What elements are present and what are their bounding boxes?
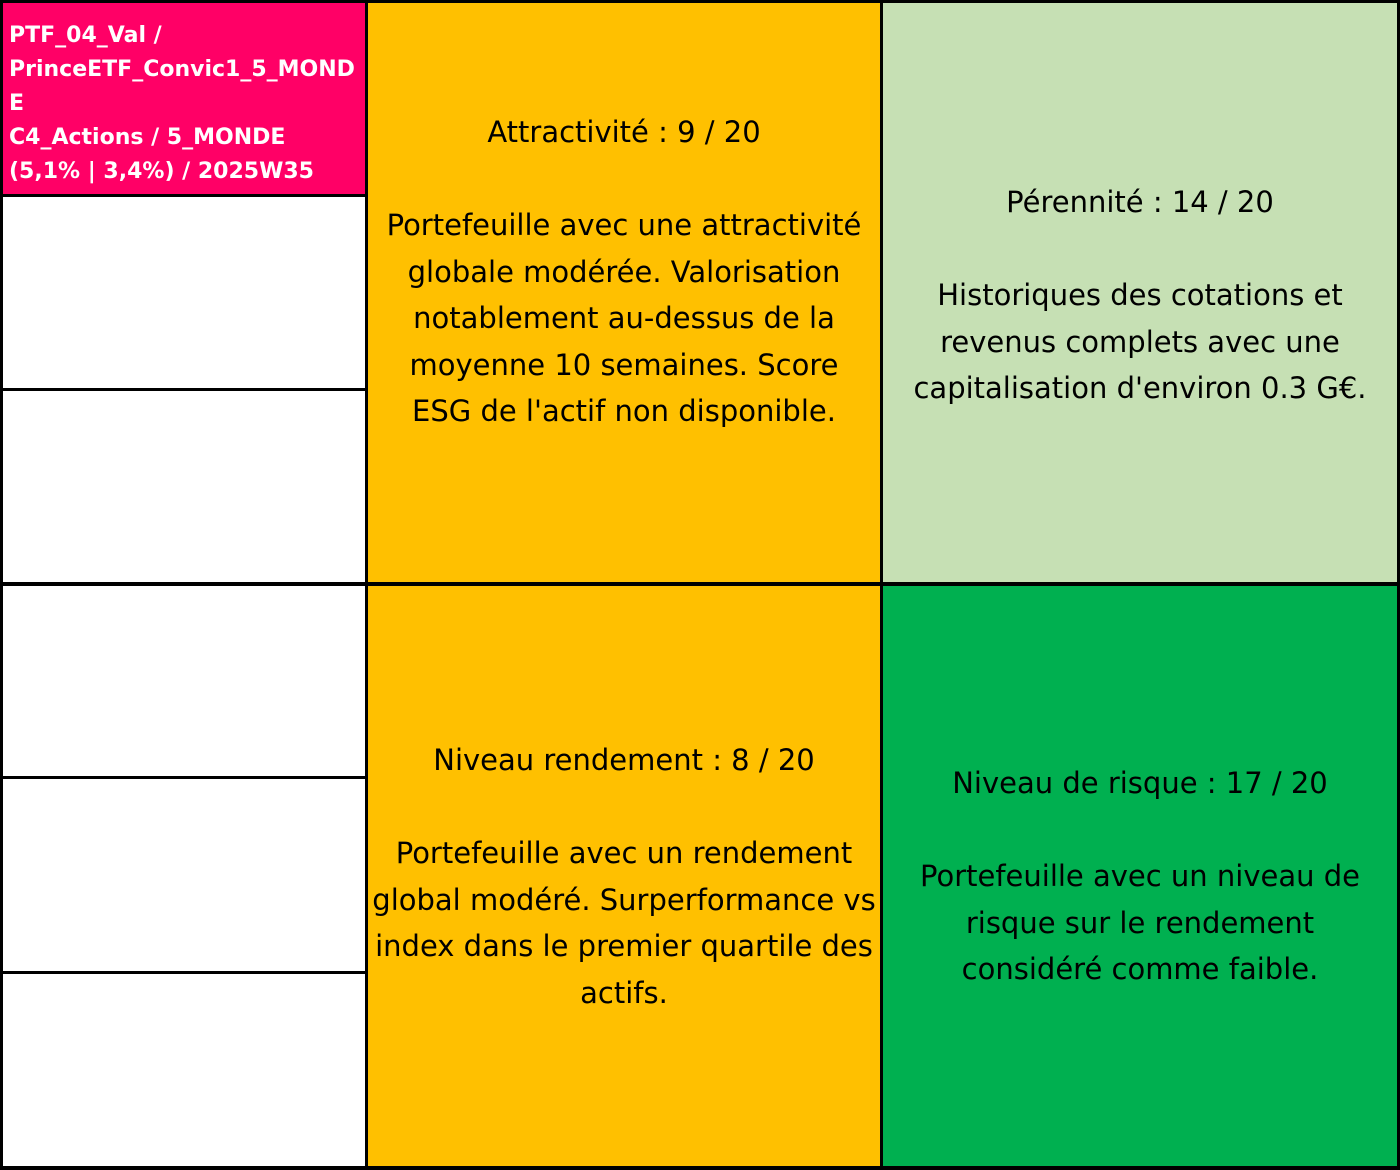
- risque-cell: [883, 586, 1397, 1166]
- rendement-score-title: Niveau rendement : 8 / 20: [433, 743, 815, 777]
- portfolio-name-line-1: PTF_04_Val /: [9, 23, 162, 48]
- portfolio-name-line-2: PrinceETF_Convic1_5_MONDE: [9, 57, 355, 116]
- empty-cell-1: [3, 197, 365, 388]
- rendement-description: Portefeuille avec un rendement global modéré. Surperformance vs index dans le premier quartile des actifs.: [372, 836, 876, 1010]
- attractivite-score-title: Attractivité : 9 / 20: [487, 115, 761, 149]
- empty-cell-5: [3, 974, 365, 1166]
- attractivite-cell: [368, 3, 880, 582]
- perennite-description: Historiques des cotations et revenus complets avec une capitalisation d'environ 0.3 G€.: [913, 278, 1367, 405]
- empty-cell-4: [3, 779, 365, 971]
- empty-cell-2: [3, 391, 365, 582]
- risque-score-title: Niveau de risque : 17 / 20: [952, 766, 1328, 800]
- rendement-cell: [368, 586, 880, 1166]
- attractivite-description: Portefeuille avec une attractivité globale modérée. Valorisation notablement au-dessus de la moyenne 10 semaines. Score ESG de l'actif non disponible.: [386, 208, 862, 428]
- portfolio-stats-line: (5,1% | 3,4%) / 2025W35: [9, 159, 314, 184]
- risque-description: Portefeuille avec un niveau de risque sur le rendement considéré comme faible.: [920, 859, 1360, 986]
- perennite-cell: [883, 3, 1397, 582]
- portfolio-category-line: C4_Actions / 5_MONDE: [9, 125, 286, 150]
- portfolio-header-cell: [3, 3, 365, 194]
- perennite-score-title: Pérennité : 14 / 20: [1006, 185, 1274, 219]
- empty-cell-3: [3, 586, 365, 776]
